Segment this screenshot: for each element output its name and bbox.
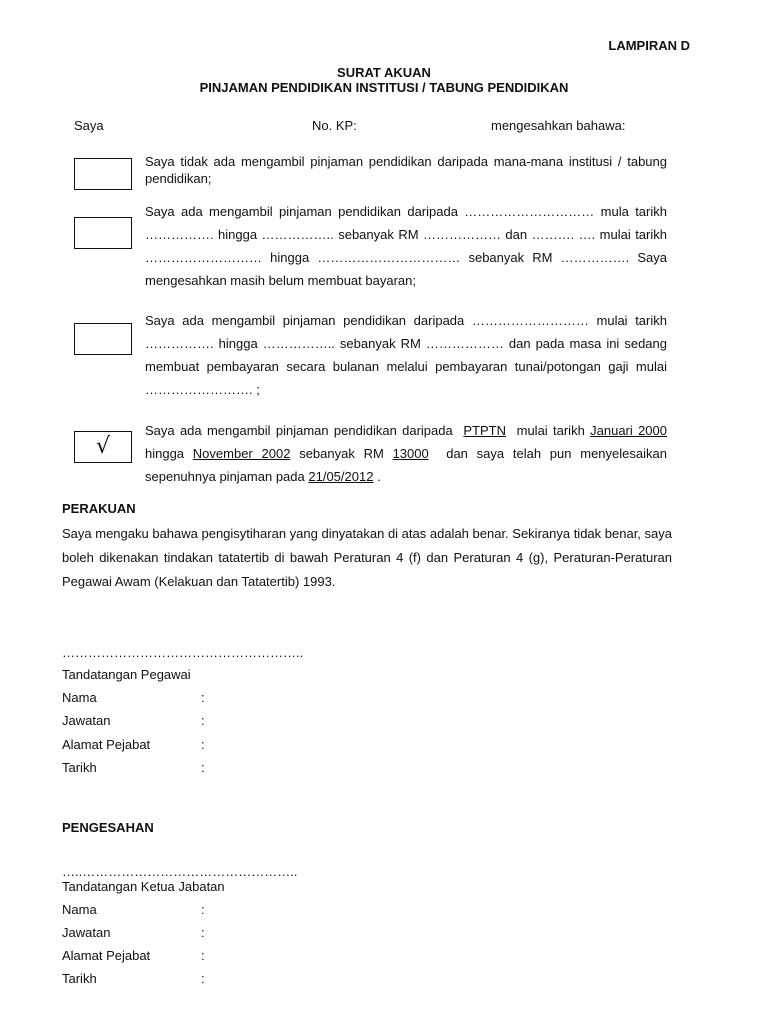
ketua-alamat-label: Alamat Pejabat	[62, 948, 151, 963]
end-date-value: November 2002	[192, 446, 291, 461]
option-2-checkbox[interactable]	[74, 217, 132, 249]
perakuan-heading: PERAKUAN	[62, 501, 136, 516]
mengesahkan-label: mengesahkan bahawa:	[491, 118, 626, 133]
option-4-checkbox[interactable]: √	[74, 431, 132, 463]
ketua-alamat-colon: :	[201, 948, 205, 963]
option-3-text: Saya ada mengambil pinjaman pendidikan daripada ……………………… mulai tarikh ……………. hingga …………….. sebanyak RM ……………… dan pada masa ini sedang membuat pembayaran secara bulanan melalui pembayaran tunai/potongan gaji mulai ……………………. ;	[145, 313, 667, 397]
settled-date-value: 21/05/2012	[308, 469, 374, 484]
perakuan-text: Saya mengaku bahawa pengisytiharan yang dinyatakan di atas adalah benar. Sekiranya tidak benar, saya boleh dikenakan tindakan tatatertib di bawah Peraturan 4 (f) dan Peraturan 4 (g), Peraturan-Peraturan Pegawai Awam (Kelakuan dan Tatatertib) 1993.	[62, 526, 672, 589]
option-2-text: Saya ada mengambil pinjaman pendidikan daripada ………………………… mula tarikh ……………. hingga …………….. sebanyak RM ……………… dan ………. …. mulai tarikh ……………………… hingga …………………………… sebanyak RM ……………. Saya mengesahkan masih belum membuat bayaran;	[145, 204, 667, 288]
pegawai-signature-label: Tandatangan Pegawai	[62, 667, 191, 682]
option-1-checkbox[interactable]	[74, 158, 132, 190]
pegawai-nama-colon: :	[201, 690, 205, 705]
saya-label: Saya	[74, 118, 104, 133]
declarant-row	[74, 118, 694, 136]
ketua-signature-line[interactable]: …..…………………………………………..	[62, 864, 298, 879]
pegawai-jawatan-label: Jawatan	[62, 713, 111, 728]
pegawai-nama-label: Nama	[62, 690, 97, 705]
pegawai-alamat-label: Alamat Pejabat	[62, 737, 151, 752]
pegawai-alamat-colon: :	[201, 737, 205, 752]
option-4-text: Saya ada mengambil pinjaman pendidikan daripada PTPTN mulai tarikh Januari 2000 hingga November 2002 sebanyak RM 13000 dan saya telah pun menyelesaikan sepenuhnya pinjaman pada 21/05/2012 .	[145, 423, 667, 484]
ketua-signature-label: Tandatangan Ketua Jabatan	[62, 879, 225, 894]
no-kp-label: No. KP:	[312, 118, 357, 133]
ketua-nama-label: Nama	[62, 902, 97, 917]
lampiran-label: LAMPIRAN D	[608, 38, 690, 53]
ketua-tarikh-colon: :	[201, 971, 205, 986]
pegawai-tarikh-colon: :	[201, 760, 205, 775]
institution-value: PTPTN	[463, 423, 506, 438]
pengesahan-heading: PENGESAHAN	[62, 820, 154, 835]
pegawai-jawatan-colon: :	[201, 713, 205, 728]
ketua-nama-colon: :	[201, 902, 205, 917]
start-date-value: Januari 2000	[590, 423, 667, 438]
option-1-text: Saya tidak ada mengambil pinjaman pendidikan daripada mana-mana institusi / tabung pendidikan;	[145, 154, 667, 186]
ketua-jawatan-colon: :	[201, 925, 205, 940]
ketua-jawatan-label: Jawatan	[62, 925, 111, 940]
amount-value: 13000	[392, 446, 429, 461]
option-3-checkbox[interactable]	[74, 323, 132, 355]
ketua-tarikh-label: Tarikh	[62, 971, 97, 986]
document-subtitle: PINJAMAN PENDIDIKAN INSTITUSI / TABUNG PENDIDIKAN	[199, 80, 569, 95]
document-title: SURAT AKUAN	[337, 65, 431, 80]
pegawai-tarikh-label: Tarikh	[62, 760, 97, 775]
pegawai-signature-line[interactable]: ………………………………………………..	[62, 645, 304, 660]
